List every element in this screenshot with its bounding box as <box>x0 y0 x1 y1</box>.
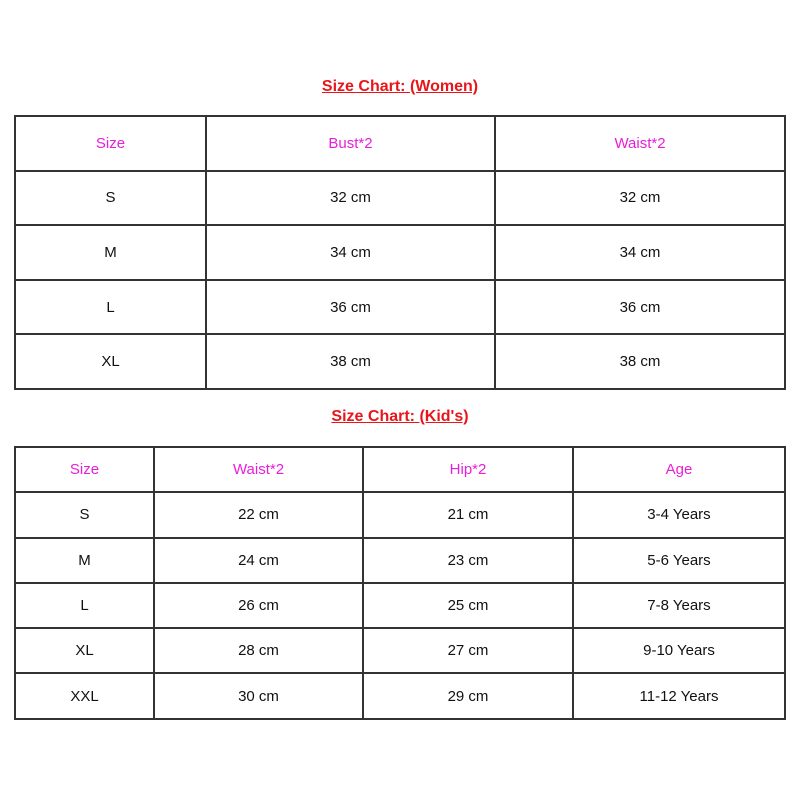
size-cell: S <box>15 492 154 537</box>
age-cell: 7-8 Years <box>573 583 785 628</box>
women-size-chart-title: Size Chart: (Women) <box>321 78 479 95</box>
header-bust: Bust*2 <box>206 116 495 171</box>
age-cell: 3-4 Years <box>573 492 785 537</box>
table-row <box>15 673 785 718</box>
age-cell: 9-10 Years <box>573 628 785 673</box>
waist-cell: 30 cm <box>154 673 363 718</box>
table-row <box>15 171 785 226</box>
bust-cell: 36 cm <box>206 280 495 335</box>
size-cell: M <box>15 225 206 280</box>
bust-cell: 34 cm <box>206 225 495 280</box>
waist-cell: 34 cm <box>495 225 785 280</box>
header-size: Size <box>15 116 206 171</box>
size-cell: XL <box>15 628 154 673</box>
table-row <box>15 225 785 280</box>
table-row <box>15 280 785 335</box>
table-header-row <box>15 116 785 171</box>
hip-cell: 21 cm <box>363 492 573 537</box>
size-cell: M <box>15 538 154 583</box>
size-cell: L <box>15 583 154 628</box>
waist-cell: 26 cm <box>154 583 363 628</box>
kids-size-table <box>14 446 786 720</box>
waist-cell: 36 cm <box>495 280 785 335</box>
bust-cell: 38 cm <box>206 334 495 389</box>
header-waist: Waist*2 <box>495 116 785 171</box>
bust-cell: 32 cm <box>206 171 495 226</box>
table-row <box>15 628 785 673</box>
age-cell: 5-6 Years <box>573 538 785 583</box>
header-size: Size <box>15 447 154 492</box>
hip-cell: 25 cm <box>363 583 573 628</box>
header-hip: Hip*2 <box>363 447 573 492</box>
table-row <box>15 334 785 389</box>
hip-cell: 27 cm <box>363 628 573 673</box>
women-size-table <box>14 115 786 390</box>
size-cell: XL <box>15 334 206 389</box>
size-cell: L <box>15 280 206 335</box>
hip-cell: 29 cm <box>363 673 573 718</box>
waist-cell: 28 cm <box>154 628 363 673</box>
header-age: Age <box>573 447 785 492</box>
table-row <box>15 538 785 583</box>
age-cell: 11-12 Years <box>573 673 785 718</box>
size-cell: XXL <box>15 673 154 718</box>
waist-cell: 32 cm <box>495 171 785 226</box>
table-row <box>15 583 785 628</box>
table-row <box>15 492 785 537</box>
waist-cell: 24 cm <box>154 538 363 583</box>
table-header-row <box>15 447 785 492</box>
hip-cell: 23 cm <box>363 538 573 583</box>
kids-size-chart-title: Size Chart: (Kid's) <box>331 408 469 425</box>
waist-cell: 22 cm <box>154 492 363 537</box>
header-waist: Waist*2 <box>154 447 363 492</box>
waist-cell: 38 cm <box>495 334 785 389</box>
size-cell: S <box>15 171 206 226</box>
